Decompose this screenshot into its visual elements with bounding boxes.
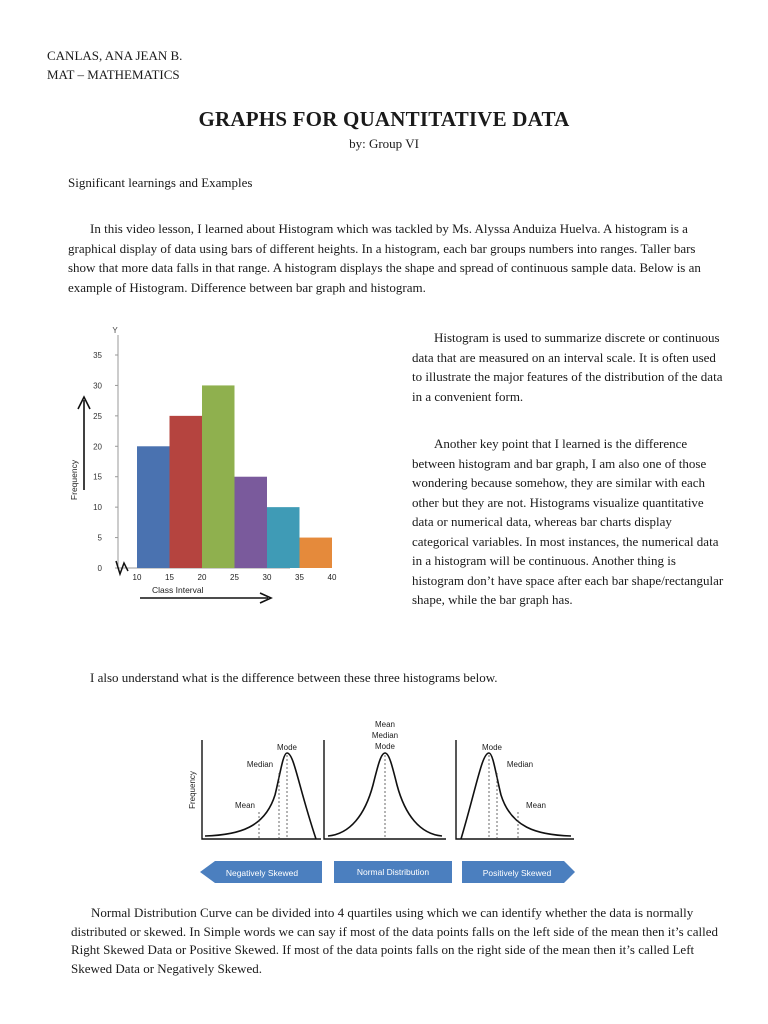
neg-median-label: Median [246, 760, 274, 769]
histogram-bar [202, 385, 235, 568]
byline: by: Group VI [349, 136, 419, 151]
histogram-bar [300, 538, 333, 568]
x-tick-label: 25 [230, 573, 239, 582]
y-tick-label: 35 [93, 351, 102, 360]
x-tick-label: 35 [295, 573, 304, 582]
author-name: CANLAS, ANA JEAN B. [47, 48, 183, 63]
positively-skewed-banner [462, 861, 575, 883]
y-tick-label: 30 [93, 381, 102, 391]
y-tick-label: 20 [93, 442, 102, 452]
histogram-ylabel: Frequency [69, 459, 79, 501]
x-tick-label: 15 [165, 573, 174, 582]
negatively-skewed-banner [200, 861, 322, 883]
normal-distribution-paragraph: Normal Distribution Curve can be divided into 4 quartiles using which we can identify whether the data is normally distributed or skewed. In Simple words we can say if most of the data points falls on the left side of the mean then it’s called Right Skewed Data or Positive Skewed. If most of the data points falls on the right side of the mean then it’s called Left Skewed Data or Negatively Skewed. [71, 905, 718, 976]
y-tick-label: 15 [93, 472, 102, 482]
histogram-bar [267, 507, 300, 568]
x-tick-label: 30 [262, 573, 272, 582]
frequency-arrow-icon [78, 397, 90, 490]
normal-median-label: Median [371, 731, 399, 740]
normal-mean-label: Mean [374, 720, 396, 729]
neg-mean-label: Mean [234, 801, 256, 810]
three-histograms-paragraph: I also understand what is the difference between these three histograms below. [90, 670, 498, 685]
y-tick-label: 5 [97, 533, 102, 543]
section-heading: Significant learnings and Examples [68, 175, 253, 190]
normal-distribution-panel [324, 720, 446, 839]
normal-banner-label: Normal Distribution [356, 867, 430, 877]
document-title: GRAPHS FOR QUANTITATIVE DATA [198, 107, 570, 131]
y-tick-label: 0 [97, 564, 102, 573]
histogram-bar [137, 446, 170, 568]
negatively-skewed-panel [202, 740, 321, 839]
neg-mode-label: Mode [276, 743, 298, 752]
summary-paragraph: Histogram is used to summarize discrete or continuous data that are measured on an interval scale. It is often used to illustrate the major features of the distribution of the data in a convenient form. [412, 330, 723, 404]
x-tick-label: 20 [197, 573, 207, 582]
distribution-ylabel: Frequency [188, 771, 197, 809]
histogram-bar [170, 416, 203, 568]
intro-paragraph: In this video lesson, I learned about Histogram which was tackled by Ms. Alyssa Anduiza Huelva. A histogram is a graphical display of data using bars of different heights. In a histogram, each bar groups numbers into ranges. Taller bars show that more data falls in that range. A histogram displays the shape and spread of continuous sample data. Below is an example of Histogram. Difference between bar graph and histogram. [68, 221, 701, 295]
positively-skewed-panel [456, 740, 574, 839]
histogram-bar [235, 477, 268, 568]
neg-banner-label: Negatively Skewed [225, 868, 299, 878]
y-axis-letter: Y [112, 326, 118, 335]
normal-distribution-banner [334, 861, 452, 883]
histogram-xlabel: Class Interval [152, 585, 204, 595]
pos-banner-label: Positively Skewed [482, 868, 552, 878]
pos-median-label: Median [506, 760, 534, 769]
normal-mode-label: Mode [374, 742, 396, 751]
difference-paragraph: Another key point that I learned is the difference between histogram and bar graph, I am also one of those wondering because somehow, they are similar with each other but they are not. Histograms visualize quantitative data or numerical data, whereas bar charts display categorical variables. In most instances, the numerical data in a histogram will be continuous. Another thing is histogram don’t have space after each bar shape/rectangular shape, while the bar graph has. [412, 436, 724, 607]
pos-mode-label: Mode [481, 743, 503, 752]
pos-mean-label: Mean [525, 801, 547, 810]
histogram-chart [60, 325, 337, 607]
y-tick-label: 10 [93, 503, 102, 513]
x-tick-label: 10 [132, 573, 142, 582]
skewness-diagram [180, 715, 575, 890]
x-tick-label: 40 [327, 573, 337, 582]
y-tick-label: 25 [93, 411, 102, 421]
course-name: MAT – MATHEMATICS [47, 67, 180, 82]
